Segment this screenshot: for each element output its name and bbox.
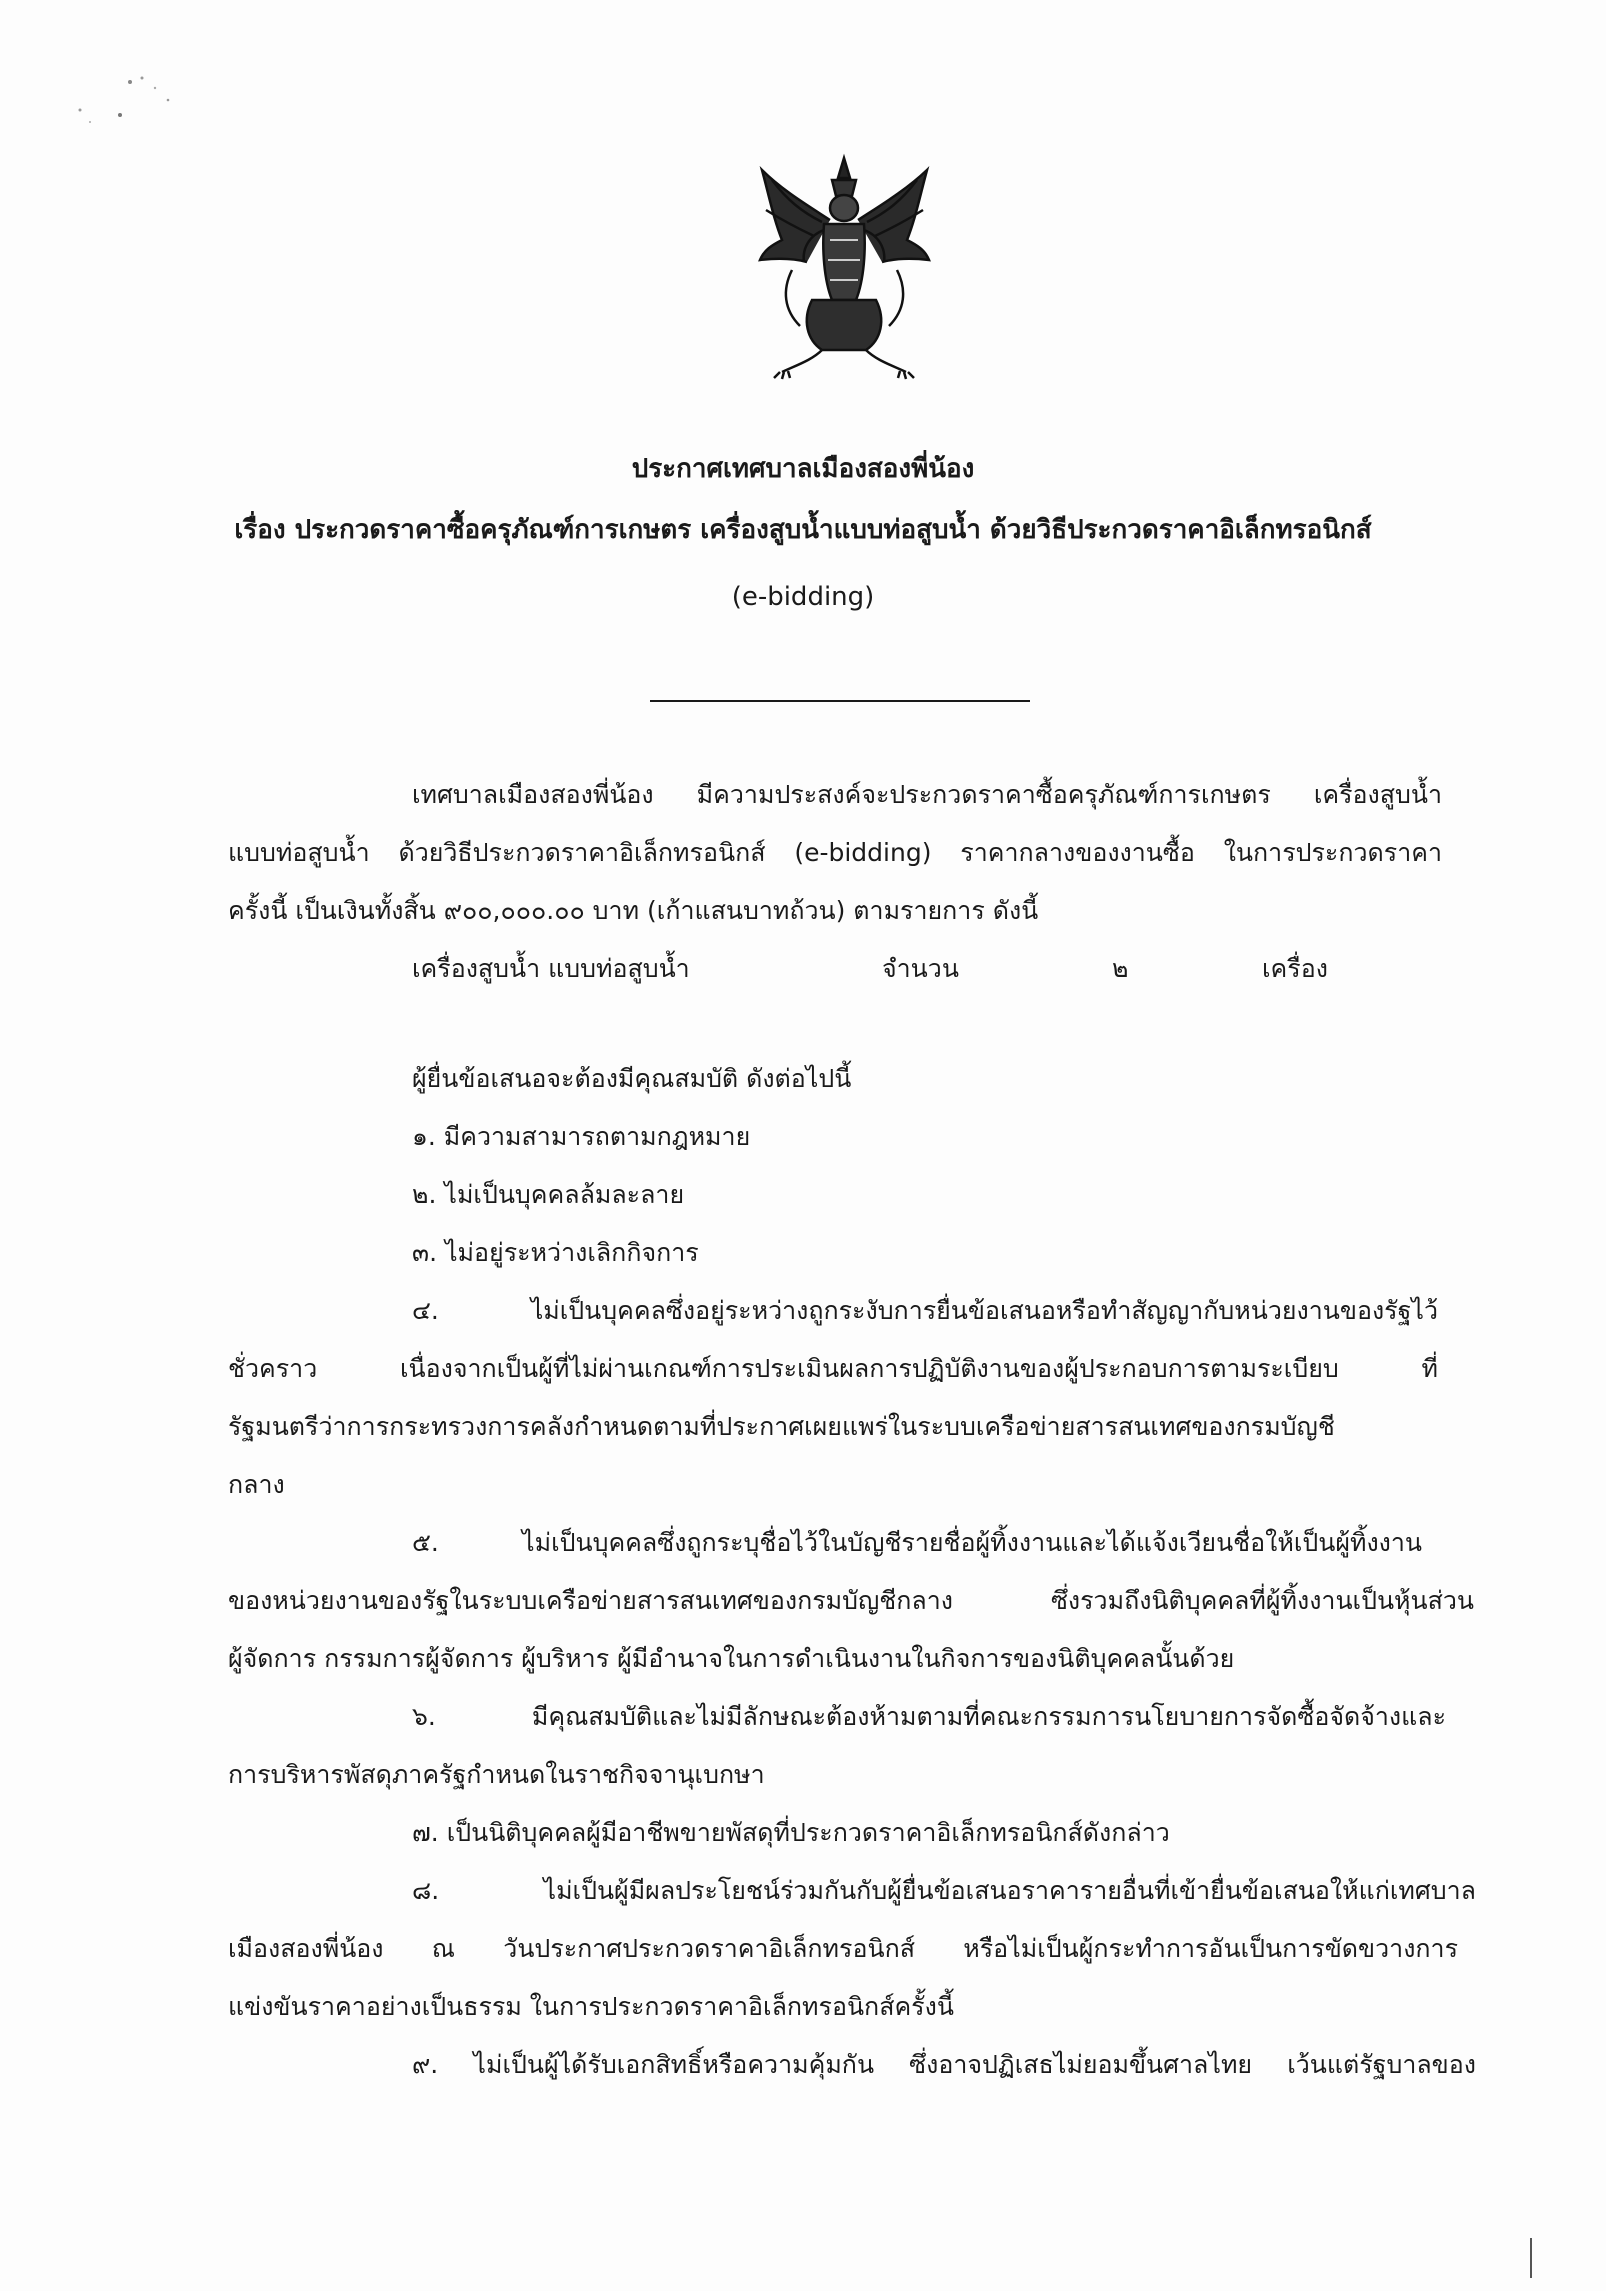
qualification-5-line-2: ของหน่วยงานของรัฐในระบบเครือข่ายสารสนเทศของกรมบัญชีกลาง ซึ่งรวมถึงนิติบุคคลที่ผู้ทิ้งงานเป็นหุ้นส่วน (228, 1586, 1474, 1615)
qualification-2: ๒. ไม่เป็นบุคคลล้มละลาย (412, 1180, 685, 1209)
qualification-8-line-2: เมืองสองพี่น้อง ณ วันประกาศประกวดราคาอิเล็กทรอนิกส์ หรือไม่เป็นผู้กระทำการอันเป็นการขัดขวางการ (228, 1934, 1458, 1963)
item-quantity: ๒ (1112, 954, 1129, 983)
qualification-4-line-1: ๔. ไม่เป็นบุคคลซึ่งอยู่ระหว่างถูกระงับการยื่นข้อเสนอหรือทำสัญญากับหน่วยงานของรัฐไว้ (412, 1296, 1438, 1325)
qualifications-heading: ผู้ยื่นข้อเสนอจะต้องมีคุณสมบัติ ดังต่อไปนี้ (412, 1064, 852, 1093)
intro-line-1: เทศบาลเมืองสองพี่น้อง มีความประสงค์จะประกวดราคาซื้อครุภัณฑ์การเกษตร เครื่องสูบน้ำ (412, 780, 1442, 809)
qualification-3: ๓. ไม่อยู่ระหว่างเลิกกิจการ (412, 1238, 699, 1267)
qualification-6-line-2: การบริหารพัสดุภาครัฐกำหนดในราชกิจจานุเบกษา (228, 1760, 765, 1789)
qualification-4-line-2: ชั่วคราว เนื่องจากเป็นผู้ที่ไม่ผ่านเกณฑ์การประเมินผลการปฏิบัติงานของผู้ประกอบการตามระเบียบ ที่ (228, 1354, 1438, 1383)
item-name: เครื่องสูบน้ำ แบบท่อสูบน้ำ (412, 954, 690, 983)
qualification-5-line-1: ๕. ไม่เป็นบุคคลซึ่งถูกระบุชื่อไว้ในบัญชีรายชื่อผู้ทิ้งงานและได้แจ้งเวียนชื่อให้เป็นผู้ทิ้งงาน (412, 1528, 1422, 1557)
item-unit: เครื่อง (1262, 954, 1328, 983)
item-quantity-label: จำนวน (882, 954, 959, 983)
qualification-1: ๑. มีความสามารถตามกฎหมาย (412, 1122, 751, 1151)
document-title: ประกาศเทศบาลเมืองสองพี่น้อง (631, 454, 975, 484)
intro-line-3: ครั้งนี้ เป็นเงินทั้งสิ้น ๙๐๐,๐๐๐.๐๐ บาท (เก้าแสนบาทถ้วน) ตามรายการ ดังนี้ (228, 896, 1039, 925)
document-subject-suffix: (e-bidding) (731, 582, 875, 612)
title-divider (650, 700, 1030, 702)
qualification-9-line-1: ๙. ไม่เป็นผู้ได้รับเอกสิทธิ์หรือความคุ้มกัน ซึ่งอาจปฏิเสธไม่ยอมขึ้นศาลไทย เว้นแต่รัฐบาลของ (412, 2050, 1476, 2079)
qualification-8-line-1: ๘. ไม่เป็นผู้มีผลประโยชน์ร่วมกันกับผู้ยื่นข้อเสนอราคารายอื่นที่เข้ายื่นข้อเสนอให้แก่เทศบาล (412, 1876, 1476, 1905)
scan-specks (60, 70, 190, 150)
garuda-emblem-icon (752, 150, 937, 380)
qualification-8-line-3: แข่งขันราคาอย่างเป็นธรรม ในการประกวดราคาอิเล็กทรอนิกส์ครั้งนี้ (228, 1992, 954, 2021)
qualification-4-line-4: กลาง (228, 1470, 285, 1499)
scan-margin-mark (1530, 2238, 1532, 2278)
document-subject: เรื่อง ประกวดราคาซื้อครุภัณฑ์การเกษตร เครื่องสูบน้ำแบบท่อสูบน้ำ ด้วยวิธีประกวดราคาอิเล็กทรอนิกส์ (234, 515, 1372, 545)
qualification-4-line-3: รัฐมนตรีว่าการกระทรวงการคลังกำหนดตามที่ประกาศเผยแพร่ในระบบเครือข่ายสารสนเทศของกรมบัญชี (228, 1412, 1335, 1441)
intro-line-2: แบบท่อสูบน้ำ ด้วยวิธีประกวดราคาอิเล็กทรอนิกส์ (e-bidding) ราคากลางของงานซื้อ ในการประกวดราคา (228, 838, 1442, 867)
qualification-6-line-1: ๖. มีคุณสมบัติและไม่มีลักษณะต้องห้ามตามที่คณะกรรมการนโยบายการจัดซื้อจัดจ้างและ (412, 1702, 1446, 1731)
qualification-5-line-3: ผู้จัดการ กรรมการผู้จัดการ ผู้บริหาร ผู้มีอำนาจในการดำเนินงานในกิจการของนิติบุคคลนั้นด้วย (228, 1644, 1235, 1673)
qualification-7: ๗. เป็นนิติบุคคลผู้มีอาชีพขายพัสดุที่ประกวดราคาอิเล็กทรอนิกส์ดังกล่าว (412, 1818, 1170, 1847)
